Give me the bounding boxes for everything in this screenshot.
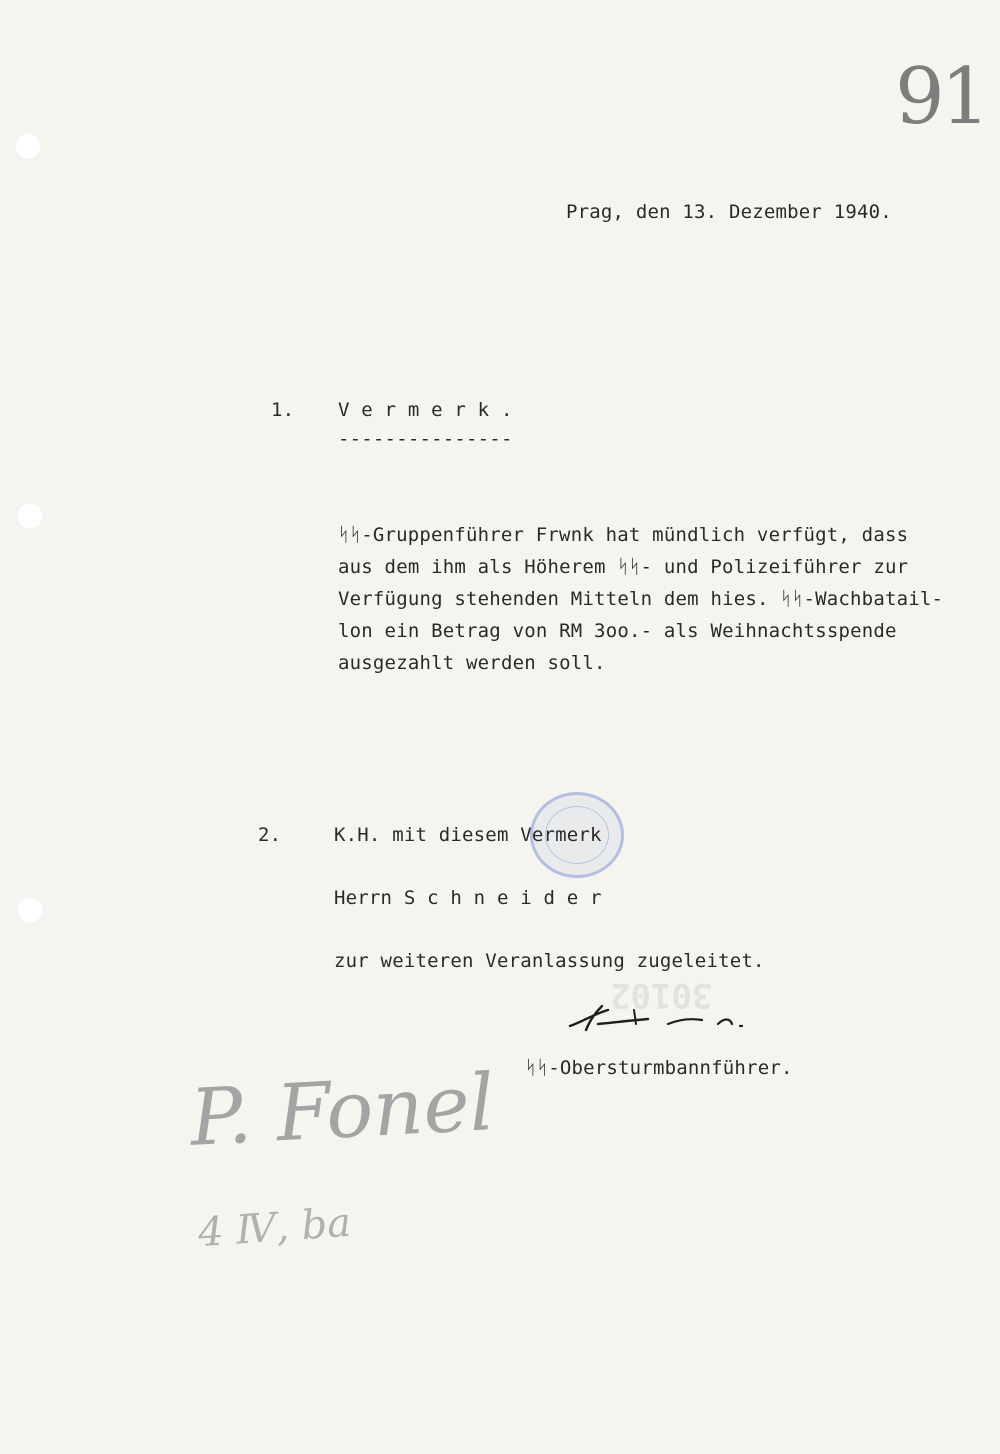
- handwritten-note: P. Fonel: [187, 1058, 497, 1164]
- body-line-3: Verfügung stehenden Mitteln dem hies. ᛋᛋ-Wachbatail-: [338, 588, 944, 610]
- section1-number: 1.: [271, 399, 295, 421]
- body-line-5: ausgezahlt werden soll.: [338, 652, 606, 674]
- section2-number: 2.: [258, 824, 282, 846]
- date-line: Prag, den 13. Dezember 1940.: [566, 201, 892, 223]
- punch-hole-top: [14, 132, 42, 160]
- body-line-4: lon ein Betrag von RM 3oo.- als Weihnachtsspende: [338, 620, 897, 642]
- section2-line-3: zur weiteren Veranlassung zugeleitet.: [334, 950, 765, 972]
- section1-underline: ---------------: [338, 428, 513, 450]
- body-line-2: aus dem ihm als Höherem ᛋᛋ- und Polizeiführer zur: [338, 556, 909, 578]
- handwritten-initials: 4 Ⅳ, ba: [196, 1199, 353, 1257]
- signature: [568, 1000, 758, 1040]
- punch-hole-middle: [16, 502, 44, 530]
- section1-heading: V e r m e r k .: [338, 399, 513, 421]
- bleed-through-text: 30102: [610, 975, 713, 1015]
- section2-line-1: K.H. mit diesem Vermerk: [334, 824, 602, 846]
- punch-hole-bottom: [16, 896, 44, 924]
- section2-line-2: Herrn S c h n e i d e r: [334, 887, 602, 909]
- page-number: 91: [895, 52, 987, 142]
- body-line-1: ᛋᛋ-Gruppenführer Frwnk hat mündlich verfügt, dass: [338, 524, 909, 546]
- signature-title: ᛋᛋ-Obersturmbannführer.: [525, 1057, 793, 1079]
